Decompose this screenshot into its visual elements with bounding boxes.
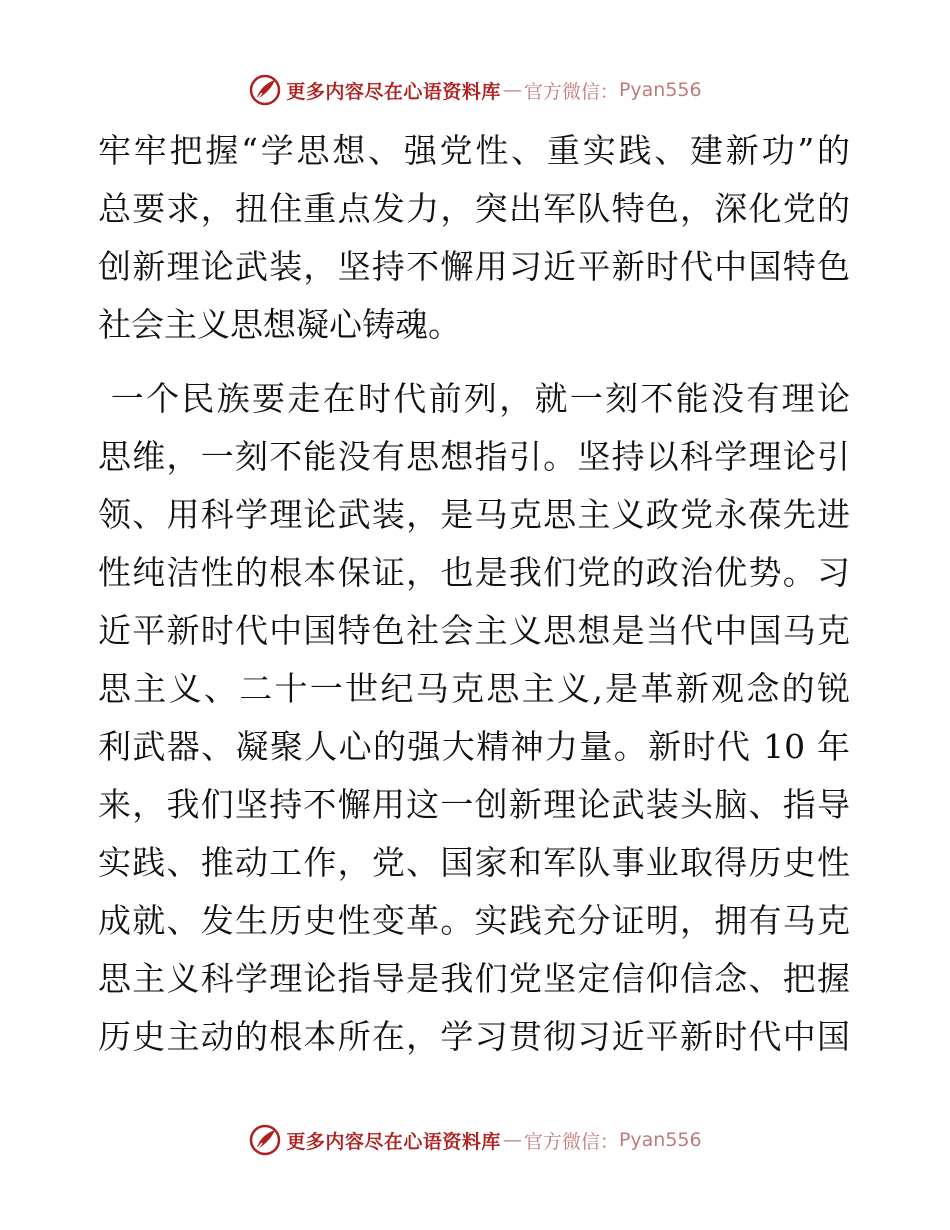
document-body (98, 122, 850, 1066)
text-line: 思维，一刻不能没有思想指引。坚持以科学理论引 (98, 437, 850, 476)
text-line: 近平新时代中国特色社会主义思想是当代中国马克 (98, 611, 850, 650)
text-line: 利武器、凝聚人心的强大精神力量。新时代 10 年 (98, 727, 850, 766)
text-line: 领、用科学理论武装，是马克思主义政党永葆先进 (98, 495, 850, 534)
text-line: 总要求，扭住重点发力，突出军队特色，深化党的 (98, 189, 850, 228)
text-line: 社会主义思想凝心铸魂。 (98, 305, 461, 344)
quill-circle-logo-icon (248, 1123, 282, 1157)
header-watermark (0, 70, 950, 110)
footer-watermark (0, 1120, 950, 1160)
paragraph-1 (98, 122, 850, 354)
text-line: 实践、推动工作，党、国家和军队事业取得历史性 (98, 843, 850, 882)
text-line: 思主义科学理论指导是我们党坚定信仰信念、把握 (98, 959, 850, 998)
text-line: 创新理论武装，坚持不懈用习近平新时代中国特色 (98, 247, 850, 286)
watermark-label: 官方微信： (523, 80, 619, 103)
watermark-dash: — (502, 79, 522, 101)
text-line: 一个民族要走在时代前列，就一刻不能没有理论 (98, 379, 850, 418)
paragraph-gap (98, 354, 850, 370)
watermark-dash: — (502, 1129, 522, 1151)
watermark-label: 官方微信： (523, 1130, 619, 1153)
watermark-id: Pyan556 (618, 79, 702, 101)
text-line: 成就、发生历史性变革。实践充分证明，拥有马克 (98, 901, 850, 940)
watermark-main-text: 更多内容尽在心语资料库 (286, 80, 501, 103)
text-line: 历史主动的根本所在，学习贯彻习近平新时代中国 (98, 1017, 850, 1056)
watermark-id: Pyan556 (618, 1129, 702, 1151)
text-line: 性纯洁性的根本保证，也是我们党的政治优势。习 (98, 553, 850, 592)
text-line: 思主义、二十一世纪马克思主义,是革新观念的锐 (98, 669, 850, 708)
text-line: 来，我们坚持不懈用这一创新理论武装头脑、指导 (98, 785, 850, 824)
watermark-main-text: 更多内容尽在心语资料库 (286, 1130, 501, 1153)
paragraph-2 (98, 370, 850, 1066)
text-line: 牢牢把握“学思想、强党性、重实践、建新功”的 (98, 131, 850, 170)
quill-circle-logo-icon (248, 73, 282, 107)
